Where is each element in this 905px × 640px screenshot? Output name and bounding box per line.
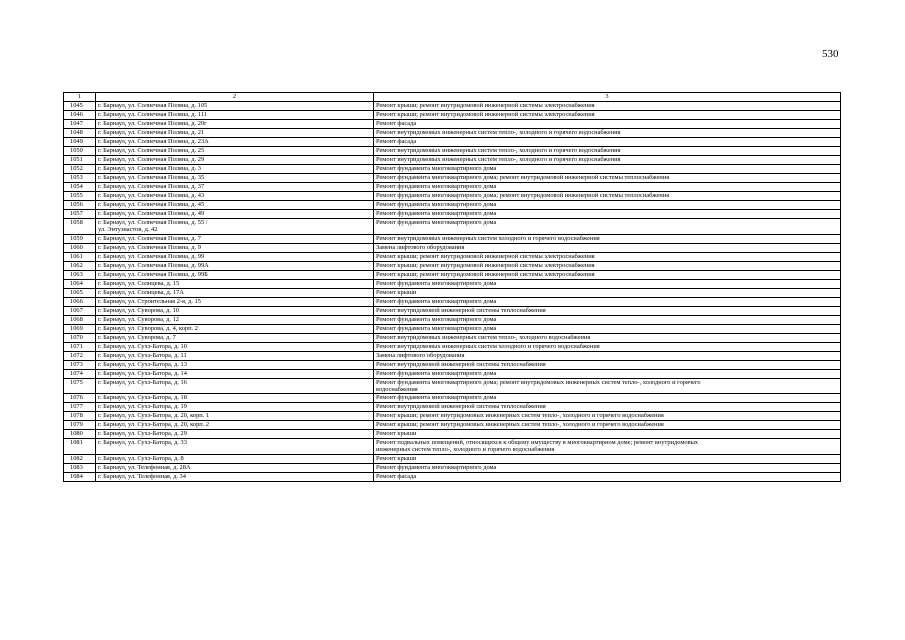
page-number: 530 bbox=[822, 48, 839, 60]
work-type-cell bbox=[374, 138, 841, 147]
work-line: Ремонт фундамента многоквартирного дома bbox=[376, 463, 497, 471]
work-type-cell bbox=[374, 201, 841, 210]
row-number-cell: 1052 bbox=[64, 165, 96, 174]
address-cell bbox=[96, 156, 374, 165]
address-line: г. Барнаул, ул. Солнечная Поляна, д. 43 bbox=[98, 192, 205, 199]
work-type-cell bbox=[374, 192, 841, 201]
table-row bbox=[64, 129, 841, 138]
address-line: г. Барнаул, ул. Сухэ-Батора, д. 20, корп. 1 bbox=[98, 412, 210, 420]
row-number-cell: 1080 bbox=[64, 430, 96, 439]
table-row bbox=[64, 421, 841, 430]
address-cell bbox=[96, 342, 374, 351]
work-type-cell bbox=[374, 421, 841, 430]
work-line: Ремонт фундамента многоквартирного дома bbox=[376, 324, 497, 332]
address-cell bbox=[96, 324, 374, 333]
address-line: г. Барнаул, ул. Сухэ-Батора, д. 33 bbox=[98, 439, 187, 447]
work-line: Ремонт фундамента многоквартирного дома bbox=[376, 219, 497, 226]
table-row bbox=[64, 378, 841, 394]
work-type-cell bbox=[374, 183, 841, 192]
work-line: Ремонт крыши; ремонт внутридомовой инженерной системы электроснабжения bbox=[376, 270, 595, 278]
address-cell bbox=[96, 288, 374, 297]
row-number-cell: 1079 bbox=[64, 421, 96, 430]
work-line: Ремонт крыши bbox=[376, 430, 417, 438]
row-number-cell: 1083 bbox=[64, 463, 96, 472]
table-row bbox=[64, 279, 841, 288]
table-row bbox=[64, 463, 841, 472]
work-type-cell bbox=[374, 210, 841, 219]
address-cell bbox=[96, 472, 374, 481]
work-type-cell bbox=[374, 403, 841, 412]
table-row bbox=[64, 270, 841, 279]
work-line: Ремонт фундамента многоквартирного дома bbox=[376, 394, 497, 402]
address-line: г. Барнаул, ул. Телефонная, д. 28А bbox=[98, 463, 191, 471]
address-line: г. Барнаул, ул. Суворова, д. 10 bbox=[98, 306, 179, 314]
work-type-cell bbox=[374, 324, 841, 333]
row-number-cell: 1084 bbox=[64, 472, 96, 481]
address-cell bbox=[96, 454, 374, 463]
table-body bbox=[64, 93, 841, 482]
row-number-cell: 1073 bbox=[64, 360, 96, 369]
table-row bbox=[64, 111, 841, 120]
address-line: г. Барнаул, ул. Телефонная, д. 34 bbox=[98, 472, 186, 480]
work-line: Ремонт крыши; ремонт внутридомовых инженерных систем тепло-, холодного и горячего водоснабжения bbox=[376, 421, 664, 429]
address-cell bbox=[96, 439, 374, 455]
table-row bbox=[64, 102, 841, 111]
row-number-cell: 1063 bbox=[64, 270, 96, 279]
row-number-cell: 1082 bbox=[64, 454, 96, 463]
address-cell bbox=[96, 430, 374, 439]
row-number-cell: 1045 bbox=[64, 102, 96, 111]
work-type-cell bbox=[374, 306, 841, 315]
work-type-cell bbox=[374, 333, 841, 342]
address-cell bbox=[96, 165, 374, 174]
table-row bbox=[64, 315, 841, 324]
address-line: г. Барнаул, ул. Солнечная Поляна, д. 99Б bbox=[98, 270, 208, 278]
work-line: Ремонт внутридомовых инженерных систем тепло-, холодного водоснабжения bbox=[376, 333, 591, 341]
address-line: г. Барнаул, ул. Солнечная Поляна, д. 49 bbox=[98, 210, 205, 217]
address-cell bbox=[96, 174, 374, 183]
work-line: Ремонт внутридомовой инженерной системы теплоснабжения bbox=[376, 403, 546, 411]
table-row bbox=[64, 234, 841, 243]
address-line: г. Барнаул, ул. Солнечная Поляна, д. 7 bbox=[98, 234, 201, 242]
row-number-cell: 1050 bbox=[64, 147, 96, 156]
address-cell bbox=[96, 219, 374, 235]
row-number-cell: 1060 bbox=[64, 243, 96, 252]
row-number-cell: 1077 bbox=[64, 403, 96, 412]
address-line: г. Барнаул, ул. Сухэ-Батора, д. 18 bbox=[98, 394, 187, 402]
row-number-cell: 1070 bbox=[64, 333, 96, 342]
work-type-cell bbox=[374, 430, 841, 439]
address-cell bbox=[96, 421, 374, 430]
address-line: г. Барнаул, ул. Солнечная Поляна, д. 25 bbox=[98, 147, 205, 154]
address-line: г. Барнаул, ул. Солнцева, д. 17А bbox=[98, 288, 184, 296]
address-line: г. Барнаул, ул. Солнечная Поляна, д. 29 bbox=[98, 156, 205, 163]
work-type-cell bbox=[374, 288, 841, 297]
work-type-cell bbox=[374, 174, 841, 183]
table-row bbox=[64, 439, 841, 455]
work-type-cell bbox=[374, 261, 841, 270]
row-number-cell: 1068 bbox=[64, 315, 96, 324]
header-cell-number: 1 bbox=[64, 93, 96, 102]
work-line: Ремонт крыши bbox=[376, 454, 417, 462]
work-type-cell bbox=[374, 463, 841, 472]
row-number-cell: 1058 bbox=[64, 219, 96, 235]
address-cell bbox=[96, 270, 374, 279]
address-cell bbox=[96, 201, 374, 210]
work-line: Ремонт фундамента многоквартирного дома bbox=[376, 315, 497, 323]
work-type-cell bbox=[374, 439, 841, 455]
address-cell bbox=[96, 102, 374, 111]
address-line: г. Барнаул, ул. Солнечная Поляна, д. 105 bbox=[98, 102, 208, 109]
row-number-cell: 1046 bbox=[64, 111, 96, 120]
row-number-cell: 1047 bbox=[64, 120, 96, 129]
work-type-cell bbox=[374, 394, 841, 403]
row-number-cell: 1056 bbox=[64, 201, 96, 210]
address-line-continued: ул. Энтузиастов, д. 42 bbox=[98, 226, 158, 234]
table-row bbox=[64, 360, 841, 369]
address-line: г. Барнаул, ул. Солнечная Поляна, д. 23А bbox=[98, 138, 209, 145]
row-number-cell: 1074 bbox=[64, 369, 96, 378]
table-row bbox=[64, 243, 841, 252]
work-line: Ремонт внутридомовых инженерных систем тепло-, холодного и горячего водоснабжения bbox=[376, 156, 621, 163]
address-cell bbox=[96, 360, 374, 369]
address-line: г. Барнаул, ул. Суворова, д. 7 bbox=[98, 333, 176, 341]
work-type-cell bbox=[374, 156, 841, 165]
table-row bbox=[64, 192, 841, 201]
address-line: г. Барнаул, ул. Сухэ-Батора, д. 16 bbox=[98, 378, 187, 386]
work-line: Ремонт фундамента многоквартирного дома bbox=[376, 369, 497, 377]
table-row bbox=[64, 430, 841, 439]
address-line: г. Барнаул, ул. Солнечная Поляна, д. 3 bbox=[98, 165, 201, 172]
work-line: Ремонт фасада bbox=[376, 138, 417, 145]
address-cell bbox=[96, 315, 374, 324]
work-type-cell bbox=[374, 454, 841, 463]
address-line: г. Барнаул, ул. Солнечная Поляна, д. 20г bbox=[98, 120, 207, 127]
work-type-cell bbox=[374, 102, 841, 111]
address-cell bbox=[96, 183, 374, 192]
row-number-cell: 1065 bbox=[64, 288, 96, 297]
table-row bbox=[64, 156, 841, 165]
work-line: Ремонт внутридомовых инженерных систем холодного и горячего водоснабжения bbox=[376, 342, 600, 350]
row-number-cell: 1062 bbox=[64, 261, 96, 270]
address-cell bbox=[96, 243, 374, 252]
address-cell bbox=[96, 129, 374, 138]
row-number-cell: 1067 bbox=[64, 306, 96, 315]
address-cell bbox=[96, 252, 374, 261]
work-line: Замена лифтового оборудования bbox=[376, 351, 465, 359]
work-line: Ремонт внутридомовой инженерной системы теплоснабжения bbox=[376, 360, 546, 368]
work-line: Ремонт крыши; ремонт внутридомовой инженерной системы электроснабжения bbox=[376, 261, 595, 269]
table-row bbox=[64, 412, 841, 421]
work-type-cell bbox=[374, 378, 841, 394]
work-type-cell bbox=[374, 369, 841, 378]
address-line: г. Барнаул, ул. Солнечная Поляна, д. 55 / bbox=[98, 219, 208, 226]
address-cell bbox=[96, 394, 374, 403]
address-cell bbox=[96, 378, 374, 394]
address-line: г. Барнаул, ул. Сухэ-Батора, д. 14 bbox=[98, 369, 187, 377]
address-line: г. Барнаул, ул. Солнечная Поляна, д. 37 bbox=[98, 183, 205, 190]
row-number-cell: 1076 bbox=[64, 394, 96, 403]
row-number-cell: 1061 bbox=[64, 252, 96, 261]
work-line: Ремонт фундамента многоквартирного дома bbox=[376, 201, 497, 208]
table-row bbox=[64, 201, 841, 210]
address-cell bbox=[96, 234, 374, 243]
address-line: г. Барнаул, ул. Суворова, д. 12 bbox=[98, 315, 179, 323]
row-number-cell: 1069 bbox=[64, 324, 96, 333]
row-number-cell: 1075 bbox=[64, 378, 96, 394]
table-row bbox=[64, 261, 841, 270]
table-row bbox=[64, 138, 841, 147]
work-line: Ремонт фундамента многоквартирного дома bbox=[376, 165, 497, 172]
work-line: Ремонт подвальных помещений, относящихся к общему имуществу в многоквартирном доме; ремонт внутридомовых bbox=[376, 439, 699, 447]
work-line: Ремонт фундамента многоквартирного дома; ремонт внутридомовой инженерной системы теплоснабжения bbox=[376, 174, 670, 181]
work-type-cell bbox=[374, 279, 841, 288]
address-line: г. Барнаул, ул. Сухэ-Батора, д. 13 bbox=[98, 360, 187, 368]
row-number-cell: 1055 bbox=[64, 192, 96, 201]
work-type-cell bbox=[374, 129, 841, 138]
work-line: Ремонт внутридомовых инженерных систем тепло-, холодного и горячего водоснабжения bbox=[376, 129, 621, 136]
work-line: Ремонт внутридомовой инженерной системы теплоснабжения bbox=[376, 306, 546, 314]
work-line-continued: водоснабжения bbox=[376, 385, 418, 393]
address-cell bbox=[96, 403, 374, 412]
address-cell bbox=[96, 297, 374, 306]
row-number-cell: 1053 bbox=[64, 174, 96, 183]
work-type-cell bbox=[374, 147, 841, 156]
table-row bbox=[64, 454, 841, 463]
table-row bbox=[64, 324, 841, 333]
address-cell bbox=[96, 210, 374, 219]
address-cell bbox=[96, 192, 374, 201]
work-line: Ремонт крыши; ремонт внутридомовых инженерных систем тепло-, холодного и горячего водоснабжения bbox=[376, 412, 664, 420]
address-cell bbox=[96, 261, 374, 270]
address-line: г. Барнаул, ул. Солнечная Поляна, д. 9 bbox=[98, 243, 201, 251]
work-line: Ремонт фундамента многоквартирного дома bbox=[376, 183, 497, 190]
address-cell bbox=[96, 111, 374, 120]
address-cell bbox=[96, 279, 374, 288]
address-cell bbox=[96, 463, 374, 472]
row-number-cell: 1048 bbox=[64, 129, 96, 138]
row-number-cell: 1078 bbox=[64, 412, 96, 421]
address-line: г. Барнаул, ул. Сухэ-Батора, д. 20, корп. 2 bbox=[98, 421, 210, 429]
work-line: Ремонт фундамента многоквартирного дома bbox=[376, 297, 497, 305]
address-line: г. Барнаул, ул. Сухэ-Батора, д. 19 bbox=[98, 403, 187, 411]
address-line: г. Барнаул, ул. Солнечная Поляна, д. 99А bbox=[98, 261, 209, 269]
work-type-cell bbox=[374, 234, 841, 243]
table-row bbox=[64, 297, 841, 306]
work-line: Ремонт фундамента многоквартирного дома bbox=[376, 279, 497, 287]
address-cell bbox=[96, 333, 374, 342]
work-line: Ремонт фасада bbox=[376, 120, 417, 127]
table-row bbox=[64, 120, 841, 129]
work-type-cell bbox=[374, 297, 841, 306]
address-line: г. Барнаул, ул. Солнечная Поляна, д. 21 bbox=[98, 129, 205, 136]
work-line: Ремонт крыши bbox=[376, 288, 417, 296]
table-row bbox=[64, 174, 841, 183]
address-line: г. Барнаул, ул. Солнечная Поляна, д. 111 bbox=[98, 111, 207, 118]
row-number-cell: 1071 bbox=[64, 342, 96, 351]
table-row bbox=[64, 351, 841, 360]
work-type-cell bbox=[374, 315, 841, 324]
work-type-cell bbox=[374, 111, 841, 120]
work-line: Ремонт внутридомовых инженерных систем холодного и горячего водоснабжения bbox=[376, 234, 600, 242]
work-type-cell bbox=[374, 270, 841, 279]
work-line: Ремонт крыши; ремонт внутридомовой инженерной системы электроснабжения bbox=[376, 102, 595, 109]
row-number-cell: 1054 bbox=[64, 183, 96, 192]
address-line: г. Барнаул, ул. Солнечная Поляна, д. 45 bbox=[98, 201, 205, 208]
address-cell bbox=[96, 138, 374, 147]
address-line: г. Барнаул, ул. Солнечная Поляна, д. 35 bbox=[98, 174, 205, 181]
address-cell bbox=[96, 306, 374, 315]
header-cell-address: 2 bbox=[96, 93, 374, 102]
table-row bbox=[64, 210, 841, 219]
address-cell bbox=[96, 369, 374, 378]
work-type-cell bbox=[374, 252, 841, 261]
table-row bbox=[64, 333, 841, 342]
work-line: Ремонт внутридомовых инженерных систем тепло-, холодного и горячего водоснабжения bbox=[376, 147, 621, 154]
row-number-cell: 1072 bbox=[64, 351, 96, 360]
address-cell bbox=[96, 412, 374, 421]
row-number-cell: 1057 bbox=[64, 210, 96, 219]
work-type-cell bbox=[374, 342, 841, 351]
table-row bbox=[64, 147, 841, 156]
work-line: Ремонт фундамента многоквартирного дома bbox=[376, 210, 497, 217]
work-type-cell bbox=[374, 412, 841, 421]
address-line: г. Барнаул, ул. Суворова, д. 4, корп. 2 bbox=[98, 324, 198, 332]
work-line: Ремонт крыши; ремонт внутридомовой инженерной системы электроснабжения bbox=[376, 252, 595, 260]
table-row bbox=[64, 165, 841, 174]
table-row bbox=[64, 288, 841, 297]
row-number-cell: 1066 bbox=[64, 297, 96, 306]
work-line: Ремонт крыши; ремонт внутридомовой инженерной системы электроснабжения bbox=[376, 111, 595, 118]
address-line: г. Барнаул, ул. Солнечная Поляна, д. 99 bbox=[98, 252, 205, 260]
work-type-cell bbox=[374, 472, 841, 481]
address-line: г. Барнаул, ул. Сухэ-Батора, д. 8 bbox=[98, 454, 184, 462]
row-number-cell: 1049 bbox=[64, 138, 96, 147]
table-header-row bbox=[64, 93, 841, 102]
work-line: Ремонт фундамента многоквартирного дома; ремонт внутридомовых инженерных систем тепло-, холодного и горячего bbox=[376, 378, 701, 386]
address-line: г. Барнаул, ул. Сухэ-Батора, д. 29 bbox=[98, 430, 187, 438]
work-type-cell bbox=[374, 351, 841, 360]
work-line: Ремонт фундамента многоквартирного дома; ремонт внутридомовой инженерной системы теплоснабжения bbox=[376, 192, 670, 199]
address-cell bbox=[96, 147, 374, 156]
work-type-cell bbox=[374, 219, 841, 235]
work-type-cell bbox=[374, 165, 841, 174]
address-cell bbox=[96, 351, 374, 360]
work-type-cell bbox=[374, 243, 841, 252]
address-line: г. Барнаул, ул. Солнцева, д. 15 bbox=[98, 279, 180, 287]
address-line: г. Барнаул, ул. Строительная 2-я, д. 15 bbox=[98, 297, 202, 305]
repair-table bbox=[63, 92, 841, 482]
work-type-cell bbox=[374, 360, 841, 369]
row-number-cell: 1059 bbox=[64, 234, 96, 243]
table-row bbox=[64, 342, 841, 351]
table-row bbox=[64, 403, 841, 412]
address-line: г. Барнаул, ул. Сухэ-Батора, д. 10 bbox=[98, 342, 187, 350]
row-number-cell: 1051 bbox=[64, 156, 96, 165]
work-line: Замена лифтового оборудования bbox=[376, 243, 465, 251]
table-row bbox=[64, 306, 841, 315]
work-type-cell bbox=[374, 120, 841, 129]
work-line-continued: инженерных систем тепло-, холодного и горячего водоснабжения bbox=[376, 446, 555, 454]
table-row bbox=[64, 472, 841, 481]
table-row bbox=[64, 369, 841, 378]
work-line: Ремонт фасада bbox=[376, 472, 417, 480]
table-row bbox=[64, 183, 841, 192]
row-number-cell: 1064 bbox=[64, 279, 96, 288]
table-row bbox=[64, 394, 841, 403]
row-number-cell: 1081 bbox=[64, 439, 96, 455]
table-row bbox=[64, 252, 841, 261]
table-row bbox=[64, 219, 841, 235]
address-line: г. Барнаул, ул. Сухэ-Батора, д. 11 bbox=[98, 351, 187, 359]
header-cell-work: 3 bbox=[374, 93, 841, 102]
address-cell bbox=[96, 120, 374, 129]
